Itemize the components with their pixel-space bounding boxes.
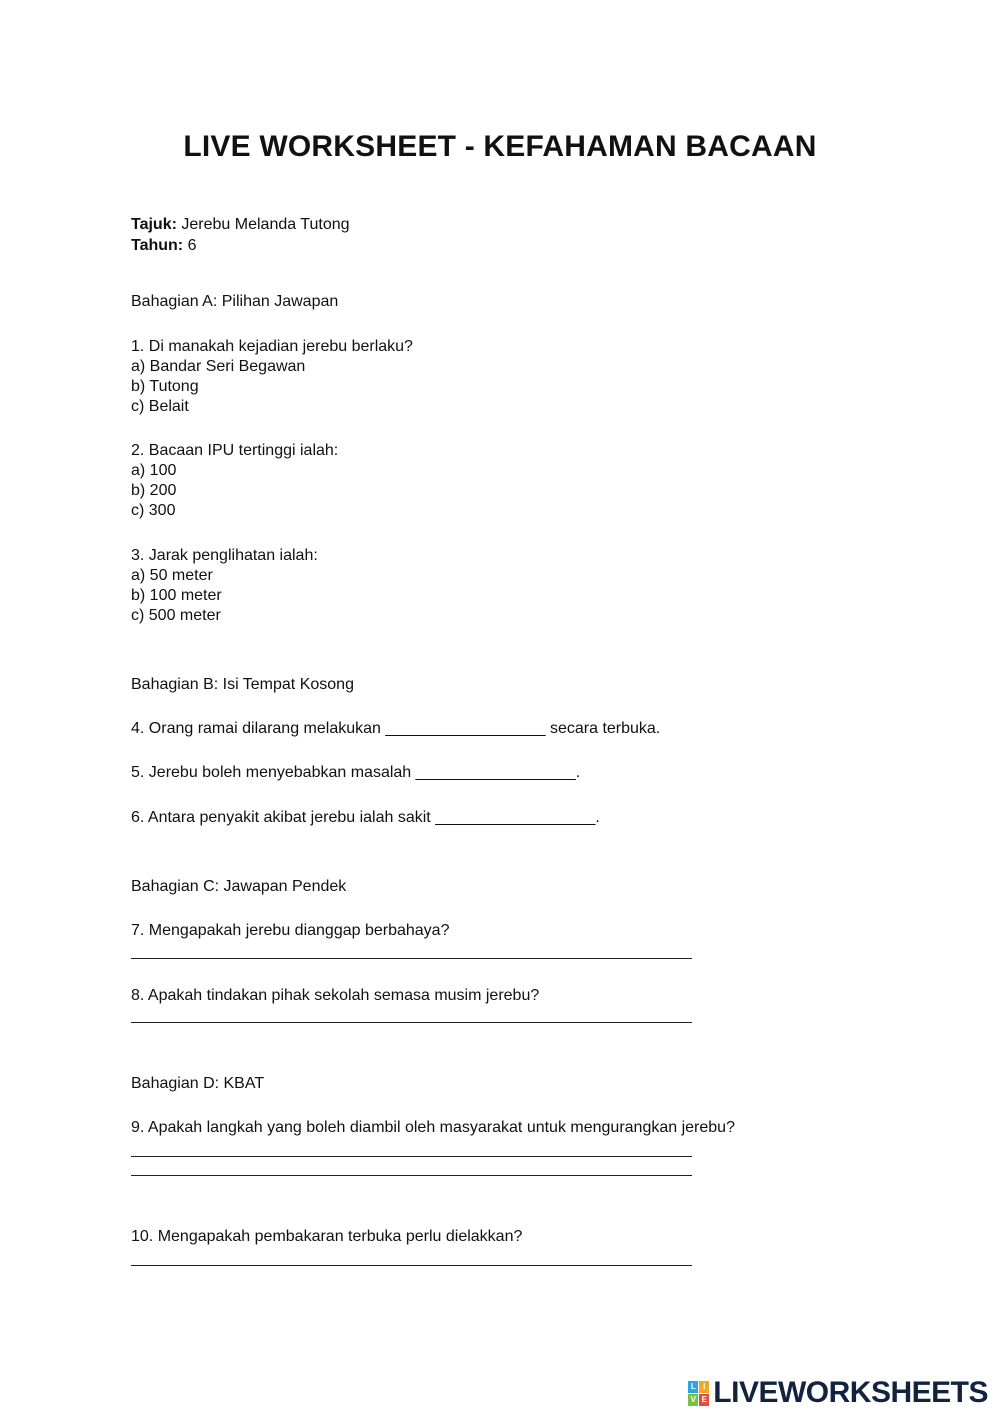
section-b-heading: Bahagian B: Isi Tempat Kosong — [131, 676, 354, 693]
liveworksheets-logo — [688, 1376, 988, 1410]
answer-line-9b[interactable] — [131, 1175, 692, 1176]
question-7: 7. Mengapakah jerebu dianggap berbahaya? — [131, 922, 450, 939]
question-5[interactable]: 5. Jerebu boleh menyebabkan masalah __________________. — [131, 764, 581, 781]
logo-letter-e: E — [699, 1394, 709, 1406]
answer-line-8[interactable] — [131, 1022, 692, 1023]
q1-option-a[interactable]: a) Bandar Seri Begawan — [131, 358, 306, 375]
logo-letter-i: I — [699, 1381, 709, 1393]
section-a-heading: Bahagian A: Pilihan Jawapan — [131, 293, 339, 310]
answer-line-10[interactable] — [131, 1265, 692, 1266]
tajuk-row — [131, 215, 350, 235]
question-3: 3. Jarak penglihatan ialah: — [131, 547, 318, 564]
q2-option-b[interactable]: b) 200 — [131, 482, 177, 499]
question-8: 8. Apakah tindakan pihak sekolah semasa musim jerebu? — [131, 987, 540, 1004]
q3-option-c[interactable]: c) 500 meter — [131, 607, 221, 624]
q1-option-b[interactable]: b) Tutong — [131, 378, 199, 395]
question-6[interactable]: 6. Antara penyakit akibat jerebu ialah sakit __________________. — [131, 809, 600, 826]
q1-option-c[interactable]: c) Belait — [131, 398, 189, 415]
q2-option-c[interactable]: c) 300 — [131, 502, 176, 519]
q3-option-a[interactable]: a) 50 meter — [131, 567, 213, 584]
tahun-row — [131, 236, 197, 256]
tahun-label: Tahun: — [131, 237, 184, 254]
question-4[interactable]: 4. Orang ramai dilarang melakukan __________________ secara terbuka. — [131, 720, 661, 737]
logo-letter-l: L — [688, 1381, 698, 1393]
q2-option-a[interactable]: a) 100 — [131, 462, 177, 479]
answer-line-9a[interactable] — [131, 1156, 692, 1157]
q3-option-b[interactable]: b) 100 meter — [131, 587, 222, 604]
tajuk-value: Jerebu Melanda Tutong — [181, 216, 350, 233]
answer-line-7[interactable] — [131, 958, 692, 959]
logo-letter-v: V — [688, 1394, 698, 1406]
question-1: 1. Di manakah kejadian jerebu berlaku? — [131, 338, 413, 355]
section-c-heading: Bahagian C: Jawapan Pendek — [131, 878, 347, 895]
logo-text: LIVEWORKSHEETS — [713, 1376, 988, 1409]
worksheet-title: LIVE WORKSHEET - KEFAHAMAN BACAAN — [183, 130, 817, 163]
tajuk-label: Tajuk: — [131, 216, 177, 233]
tahun-value: 6 — [187, 237, 197, 254]
question-9: 9. Apakah langkah yang boleh diambil oleh masyarakat untuk mengurangkan jerebu? — [131, 1119, 735, 1136]
section-d-heading: Bahagian D: KBAT — [131, 1075, 265, 1092]
question-2: 2. Bacaan IPU tertinggi ialah: — [131, 442, 339, 459]
question-10: 10. Mengapakah pembakaran terbuka perlu dielakkan? — [131, 1228, 523, 1245]
logo-mark-icon — [688, 1381, 709, 1406]
